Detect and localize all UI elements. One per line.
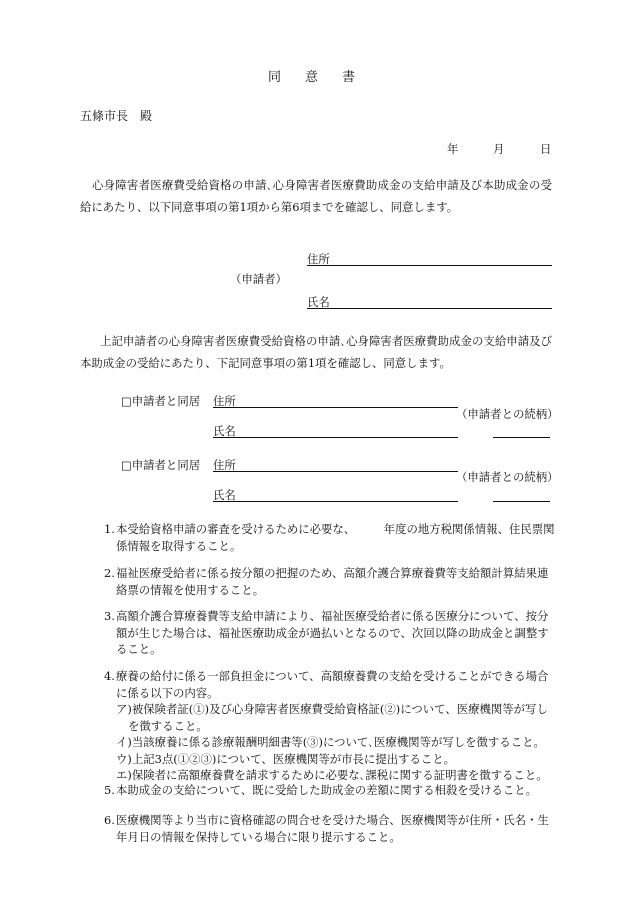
term-4 [104, 668, 556, 784]
household-1-relation-field[interactable] [493, 437, 550, 438]
consent-paragraph-household: 上記申請者の心身障害者医療費受給資格の申請､心身障害者医療費助成金の支給申請及び本助成金の受給にあたり、下記同意事項の第1項を確認し、同意します。 [80, 334, 552, 370]
term-text: 福祉医療受給者に係る按分額の把握のため、高額介護合算療養費等支給額計算結果連絡票の情報を使用すること。 [116, 566, 549, 597]
applicant-name-field[interactable] [307, 308, 552, 309]
household-2-name-label: 氏名 [213, 488, 236, 502]
date-year-label: 年 [447, 142, 459, 156]
date-day-label: 日 [540, 142, 552, 156]
term-text: 本受給資格申請の審査を受けるために必要な、 年度の地方税関係情報、住民票関係情報を取得すること。 [116, 522, 555, 553]
document-title: 同意書 [268, 70, 380, 85]
applicant-label: （申請者） [230, 272, 287, 286]
household-1-address-label: 住所 [213, 394, 236, 408]
term-6 [104, 812, 556, 845]
household-1-name-label: 氏名 [213, 424, 236, 438]
term-number: 2. [104, 566, 115, 580]
household-1-address-field[interactable] [213, 407, 458, 408]
consent-paragraph-applicant: 心身障害者医療費受給資格の申請､心身障害者医療費助成金の支給申請及び本助成金の受給にあたり、以下同意事項の第1項から第6項までを確認し、同意します。 [80, 178, 552, 214]
term-text: 療養の給付に係る一部負担金について、高額療養費の支給を受けることができる場合に係る以下の内容。 [116, 669, 549, 700]
term-4-sub-c: ウ)上記3点(①②③)について、医療機関等が市長に提出すること。 [116, 751, 456, 766]
applicant-address-label: 住所 [307, 252, 330, 266]
household-2-address-field[interactable] [213, 471, 458, 472]
term-1 [104, 521, 556, 554]
addressee: 五條市長 殿 [80, 109, 153, 123]
term-number: 6. [104, 813, 115, 827]
term-text: 本助成金の支給について、既に受給した助成金の差額に関する相殺を受けること。 [116, 783, 537, 797]
term-text: 高額介護合算療養費等支給申請により、福祉医療受給者に係る医療分について、按分額が生じた場合は、福祉医療助成金が過払いとなるので、次回以降の助成金と調整すること。 [116, 609, 549, 656]
term-text: 医療機関等より当市に資格確認の問合せを受けた場合、医療機関等が住所・氏名・生年月日の情報を保持している場合に限り提示すること。 [116, 813, 549, 844]
household-2-checkbox[interactable]: □申請者と同居 [121, 458, 201, 472]
term-number: 5. [104, 783, 115, 797]
household-1-relation-label: （申請者との続柄） [456, 407, 559, 421]
household-2-address-label: 住所 [213, 458, 236, 472]
applicant-name-label: 氏名 [307, 295, 330, 309]
household-2-relation-field[interactable] [493, 501, 550, 502]
term-4-sub-d: エ)保険者に高額療養費を請求するために必要な､課税に関する証明書を徴すること。 [116, 768, 548, 782]
term-3 [104, 608, 556, 658]
term-number: 3. [104, 609, 115, 623]
household-2-relation-label: （申請者との続柄） [456, 470, 559, 484]
applicant-address-field[interactable] [307, 265, 552, 266]
household-1-name-field[interactable] [213, 437, 458, 438]
term-2 [104, 565, 556, 598]
term-number: 4. [104, 669, 115, 683]
household-2-name-field[interactable] [213, 501, 458, 502]
term-4-sub-b: イ)当該療養に係る診療報酬明細書等(③)について､医療機関等が写しを徴すること。 [116, 735, 545, 749]
term-5 [104, 782, 556, 799]
term-number: 1. [104, 522, 115, 536]
household-1-checkbox[interactable]: □申請者と同居 [121, 394, 201, 408]
term-4-sub-a: ア)被保険者証(①)及び心身障害者医療費受給資格証(②)について、医療機関等が写しを徴すること。 [116, 702, 548, 733]
date-month-label: 月 [493, 142, 505, 156]
